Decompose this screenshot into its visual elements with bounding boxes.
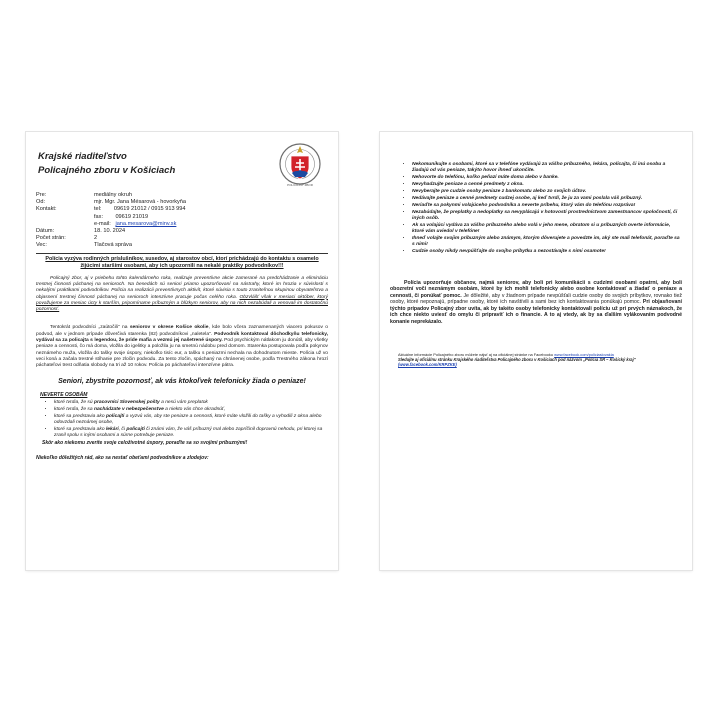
list-item: • Nekomunikujte s osobami, ktoré sa v telefóne vydávajú za vášho príbuzného, lekára, policajta, či inú osobu a žiadajú od vás peniaze, takýto hovor ihneď ukončite.	[412, 162, 682, 175]
divider	[36, 253, 328, 254]
press-headline: Polícia vyzýva rodinných príslušníkov, susedov, aj starostov obcí, ktorí prichádzajú do kontaktu s osamelo žijúcimi staršími osobami, aby ich upozornili na nekalé praktiky podvodníkov!!!	[45, 255, 319, 269]
facebook-link[interactable]: www.facebook.com/policiaslovakia	[554, 351, 614, 357]
letterhead-line-1: Krajské riaditeľstvo	[38, 151, 127, 162]
list-item: • Nevyberajte pre cudzie osoby peniaze z bankomatu alebo zo svojich účtov.	[412, 189, 682, 195]
email-link[interactable]: jana.mesarova@minv.sk	[115, 220, 177, 227]
list-item: • Nehovorte do telefónu, koľko peňazí máte doma alebo v banke.	[412, 175, 682, 181]
warning-subheading: Seniori, zbystrite pozornosť, ak vás ktokoľvek telefonicky žiada o peniaze!	[58, 378, 306, 386]
list-item: • Ihneď volajte svojim príbuzným alebo známym, ktorým dôverujete a povedzte im, aký ste mali telefonát, poraďte sa s nimi!	[412, 236, 682, 249]
memo-header	[36, 192, 328, 250]
list-item: • Cudzie osoby nikdy nevpúšťajte do svojho príbytku a nezostávajte s nimi osamote!	[412, 249, 682, 255]
list-item: • ktoré sa predstavia ako policajti a vyzvú vás, aby ste peniaze a cennosti, ktoré máte vložili do tašky a vyhodili z okna alebo odovzdali neznámej osobe,	[54, 414, 328, 426]
meta-row: fax: 09619 21019	[94, 213, 149, 220]
list-item: • ktoré sa predstavia ako lekári, či policajti či známi vám, že váš príbuzný mal alebo zapríčinil dopravnú nehodu, pri ktorej sa zranil spolu s inými osobami a súrne potrebuje peniaze.	[54, 427, 328, 439]
never-trust-list	[36, 400, 328, 439]
meta-row: Vec: Tlačová správa	[36, 242, 132, 249]
svg-text:POLICAJNÝ ZBOR: POLICAJNÝ ZBOR	[287, 183, 313, 187]
list-item: • ktoré tvrdia, že sa nachádzate v nebezpečenstve a niekto vás chce okradnúť,	[54, 407, 328, 413]
list-item: • Neriaďte sa pokynmi volajúceho podvodníka a neverte príbehu, ktorý vám do telefónu rozpráva!	[412, 203, 682, 209]
meta-row: Pre: mediálny okruh	[36, 192, 132, 198]
list-item: • Ak sa volajúci vydáva za vášho príbuzného alebo volá v jeho mene, obratom si u príbuzných overte informácie, ktoré vám uviedol v telefóne!	[412, 223, 682, 236]
meta-row: Dátum: 18. 10. 2024	[36, 228, 126, 235]
meta-row: Počet strán: 2	[36, 235, 98, 242]
tips-list	[390, 162, 682, 256]
letterhead-title	[38, 150, 175, 178]
list-item: • Nedávajte peniaze a cenné predmety cudzej osobe, aj keď tvrdí, že ju za vami poslala váš príbuzný.	[412, 196, 682, 202]
appeal-paragraph: Polícia upozorňuje občanov, najmä seniorov, aby boli pri komunikácii s cudzími osobami opatrní, aby boli obozretní voči neznámym osobám, ktoré by ich mohli telefonicky alebo osobne kontaktovať a žiadať o peniaze a cennosti, či ponúkať pomoc. Je dôležité, aby v žiadnom prípade nevpúšťali cudzie osoby do svojich príbytkov, rovnako tiež osoby, ktoré nepoznajú, prípadne osoby, ktoré ich navštívili a sami bez ich kontaktovania ponúkajú pomoc. Pri objasňovaní týchto prípadov Policajný zbor uvíta, ak by takéto osoby telefonicky kontaktovali políciu už pri prvých náznakoch, že ich chce niekto uviesť do omylu či pripraviť ich o financie. A to aj vtedy, ak by sa ďalším vylákovaním podvodné konanie neprekázalo.	[390, 279, 683, 326]
list-item: • ktoré tvrdia, že sú pracovníci Slovenskej pošty a nesú vám preplatok	[54, 400, 328, 406]
facebook-follow-link-line	[390, 362, 682, 367]
document-page-2	[380, 132, 692, 570]
meta-row: Od: mjr. Mgr. Jana Mésarová - hovorkyňa	[36, 199, 187, 206]
document-page-1	[26, 132, 338, 570]
police-crest-icon	[278, 142, 322, 188]
intro-paragraph: Policajný zbor, aj v priebehu tohto kalendárneho roka, realizuje preventívne akcie zamerané na predchádzanie a elimináciu trestnej činnosti páchanej na senioroch. Na besedách sú seniori priamo upozorňovaní na nástrahy, ktoré im hrozia v súvislosti s nekalými praktikami podvodníkov. Polícia na realizácii preventívnych aktivít, ktoré súvisia s touto zraniteľnou skupinou obyvateľstva a objasnení trestnej činnosti páchanej na senioroch intenzívne pracuje počas celého roka. Obzvlášť však v mesiaci október, ktorý považujeme za mesiac úcty k starším, pripomíname príbuzným a blízkym seniorov, aby na nich nezabúdali a venovali im dostatočnú pozornosť.	[36, 275, 328, 313]
never-trust-title: NEVERTE OSOBÁM	[40, 392, 88, 399]
facebook-follow-note: Sledujte aj oficiálnu stránku Krajského riaditeľstva Policajného zboru v Košiciach pod názvom „Polícia SR – Košický kraj"	[398, 356, 636, 362]
case-paragraph: Tentokrát podvodníci „zaútočili" na seniorov v okrese Košice okolie, kde bolo včera zaznamenaných viacero pokusov o podvod, ale v jednom prípade dôverčivá starenka (82) podvodníkovi „naletela". Podvodník kontaktoval dôchodkyňu telefonicky, vydával sa za policajta s legendou, že pride mafia a vezmú jej našetrené úspory. Pod psychickým nátlakom ju donútil, aby všetky peniaze a cennosti, čo má doma, vložila do igelitky a položila ju na smetnú nádobu pred domom. Starenka postupovala podľa pokynov neznámeho muža, vložila do tašky svoje úspory, niekoľko tisíc eur, a tašku s peniazmi nechala na dohodnutom mieste. Polícia už vo veci koná a začala trestné stíhanie pre zločin podvodu. Za tento zločin, spáchaný na chránenej osobe, podľa Trestného zákona hrozí páchateľovi trest odňatia slobody na tri až 10 rokov. Polícia po páchateľovi intenzívne pátra.	[36, 325, 329, 369]
meta-row: Kontakt: tel: 09619 21012 / 0915 913 994	[36, 206, 186, 213]
tips-heading: Niekoľko dôležitých rád, ako sa nestať obeťami podvodníkov a zlodejov:	[36, 454, 209, 461]
list-item: • Nezabúdajte, že preplatky a nedoplatky sa nevyplácajú v hotovosti prostredníctvom zamestnancov spoločností, či iných osôb.	[412, 210, 682, 223]
letterhead-line-2: Policajného zboru v Košiciach	[38, 165, 176, 176]
krpzke-link[interactable]: (www.facebook.com/KRPZKE)	[398, 362, 457, 368]
closing-line: Skôr ako niekomu zveríte svoje celoživotné úspory, poraďte sa so svojimi príbuznými!	[42, 440, 248, 447]
list-item: • Nevyhadzujte peniaze a cenné predmety z okna.	[412, 182, 682, 188]
meta-row: e-mail: jana.mesarova@minv.sk	[94, 220, 177, 227]
letterhead	[36, 142, 328, 190]
facebook-note: Aktuálne informácie Policajného zboru môžete nájsť aj na oficiálnej stránke na Facebooku www.facebook.com/policiaslovakia	[398, 351, 614, 357]
